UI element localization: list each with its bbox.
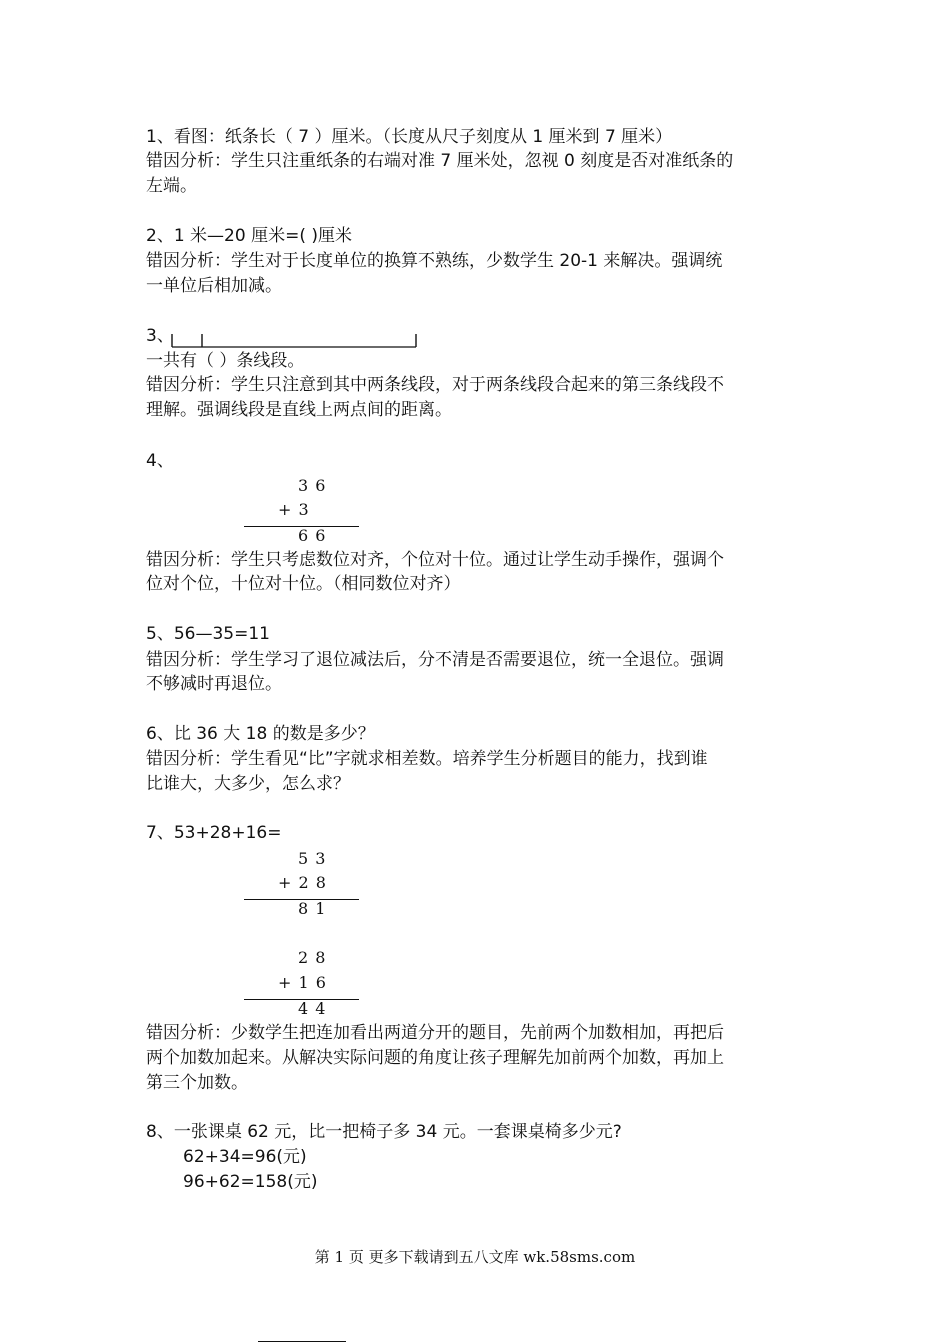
q4-calc-addend: + 3 — [278, 500, 310, 519]
page-bottom-rule — [258, 1341, 346, 1342]
q2-analysis-line-1: 错因分析：学生对于长度单位的换算不熟练，少数学生 20-1 来解决。强调统 — [146, 251, 723, 271]
q6-analysis-line-2: 比谁大，大多少，怎么求？ — [146, 774, 350, 794]
q5-analysis-line-1: 错因分析：学生学习了退位减法后，分不清是否需要退位，统一全退位。强调 — [146, 650, 724, 670]
q7-calc1-result: 8 1 — [298, 899, 327, 918]
q4-calc-top: 3 6 — [298, 476, 327, 495]
q7-calc1-top: 5 3 — [298, 849, 327, 868]
q1-analysis-line-2: 左端。 — [146, 176, 197, 196]
q6-question: 6、比 36 大 18 的数是多少？ — [146, 724, 375, 744]
q7-calc2-addend: + 1 6 — [278, 973, 327, 992]
q3-question: 一共有（ ）条线段。 — [146, 351, 305, 371]
q8-step-1: 62+34=96(元) — [183, 1147, 307, 1167]
q8-step-2: 96+62=158(元) — [183, 1172, 318, 1192]
q8-question: 8、一张课桌 62 元，比一把椅子多 34 元。一套课桌椅多少元? — [146, 1122, 622, 1142]
q5-analysis-line-2: 不够减时再退位。 — [146, 674, 282, 694]
q6-analysis-line-1: 错因分析：学生看见“比”字就求相差数。培养学生分析题目的能力，找到谁 — [146, 749, 708, 769]
q3-analysis-line-1: 错因分析：学生只注意到其中两条线段，对于两条线段合起来的第三条线段不 — [146, 375, 724, 395]
page-footer: 第 1 页 更多下载请到五八文库 wk.58sms.com — [314, 1248, 636, 1266]
q1-analysis-line-1: 错因分析：学生只注重纸条的右端对准 7 厘米处，忽视 0 刻度是否对准纸条的 — [146, 151, 734, 171]
q7-calc2-top: 2 8 — [298, 948, 327, 967]
q7-calc1-addend: + 2 8 — [278, 873, 327, 892]
q4-analysis-line-1: 错因分析：学生只考虑数位对齐，个位对十位。通过让学生动手操作，强调个 — [146, 550, 724, 570]
q5-question: 5、56—35=11 — [146, 624, 270, 644]
q4-number: 4、 — [146, 451, 174, 471]
q7-question: 7、53+28+16= — [146, 823, 282, 843]
q4-analysis-line-2: 位对个位，十位对十位。（相同数位对齐） — [146, 574, 461, 594]
q7-analysis-line-3: 第三个加数。 — [146, 1073, 248, 1093]
q7-analysis-line-2: 两个加数加起来。从解决实际问题的角度让孩子理解先加前两个加数，再加上 — [146, 1048, 724, 1068]
q2-question: 2、1 米—20 厘米=( )厘米 — [146, 226, 352, 246]
q3-analysis-line-2: 理解。强调线段是直线上两点间的距离。 — [146, 400, 452, 420]
line-segment-diagram — [170, 330, 420, 350]
q4-calc-result: 6 6 — [298, 526, 327, 545]
q7-analysis-line-1: 错因分析：少数学生把连加看出两道分开的题目，先前两个加数相加，再把后 — [146, 1023, 724, 1043]
q2-analysis-line-2: 一单位后相加减。 — [146, 276, 282, 296]
q1-question: 1、看图：纸条长（ 7 ）厘米。（长度从尺子刻度从 1 厘米到 7 厘米） — [146, 127, 673, 147]
q7-calc2-result: 4 4 — [298, 999, 327, 1018]
q3-number: 3、 — [146, 326, 174, 346]
